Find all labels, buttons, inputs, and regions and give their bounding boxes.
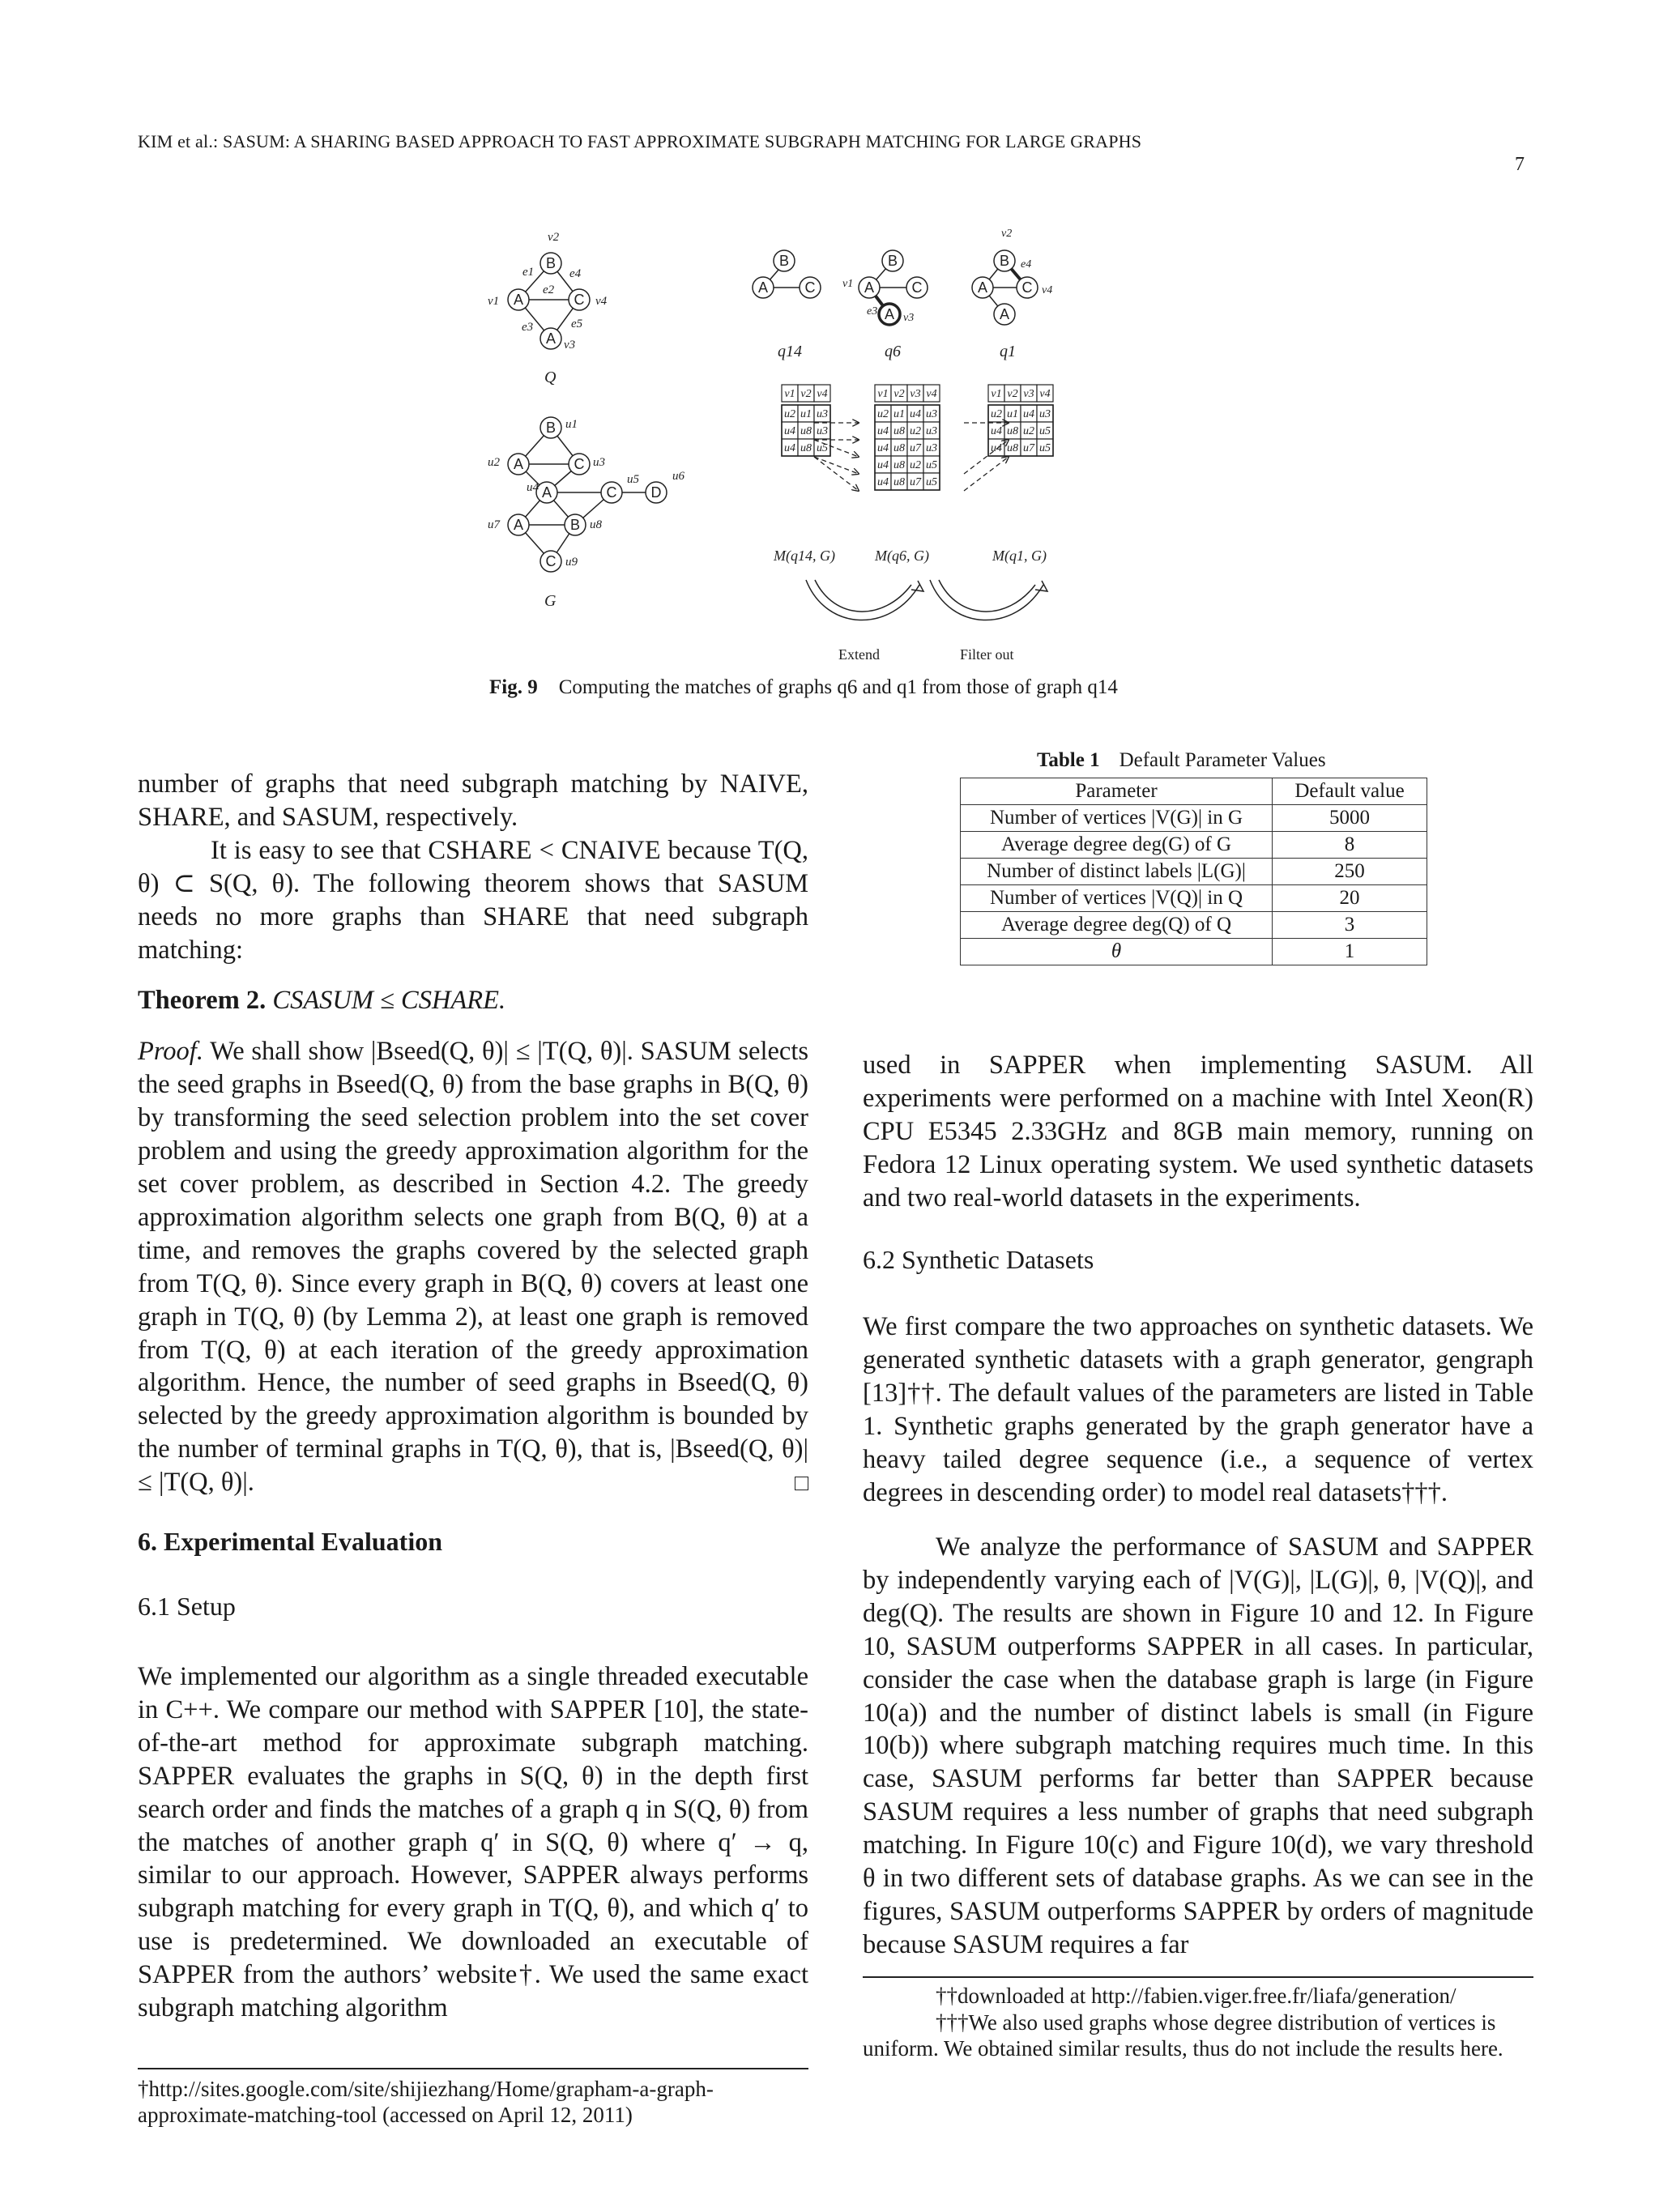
match-table-cell-text: u3 <box>817 425 828 437</box>
match-table-cell-text: u4 <box>877 459 889 471</box>
svg-text:v2: v2 <box>1001 228 1013 240</box>
svg-text:A: A <box>513 456 524 472</box>
svg-text:B: B <box>545 420 557 436</box>
svg-text:C: C <box>804 279 816 296</box>
match-table-cell-text: u8 <box>800 442 812 454</box>
match-table-cell-text: v4 <box>1039 388 1051 400</box>
match-table-cell-text: u2 <box>910 425 921 437</box>
svg-text:u5: u5 <box>627 473 639 486</box>
match-table-cell-text: u7 <box>1023 442 1034 454</box>
right-p1: used in SAPPER when implementing SASUM. All experiments were performed on a machine with Intel Xeon(R) CPU E5345 2.33GHz and 8GB main memory, running on Fedora 12 Linux operating system. We used synthetic datasets and two real-world datasets in the experiments. <box>863 1051 1533 1213</box>
match-table-cell-text: v1 <box>784 388 795 400</box>
match-table-cell-text: u7 <box>910 476 921 488</box>
match-table-cell-text: u4 <box>991 442 1002 454</box>
svg-text:u4: u4 <box>527 481 539 494</box>
svg-text:u1: u1 <box>565 418 578 431</box>
svg-text:C: C <box>606 484 617 501</box>
svg-text:v3: v3 <box>903 312 915 324</box>
svg-text:D: D <box>650 484 662 501</box>
match-table-cell-text: u5 <box>1039 442 1051 454</box>
match-table-cell-text: v1 <box>877 388 889 400</box>
svg-text:e2: e2 <box>543 283 555 296</box>
table1-caption: Table 1 Default Parameter Values <box>1037 749 1326 771</box>
subgraph-q6-label: q6 <box>885 343 901 360</box>
extend-label: Extend <box>838 646 880 663</box>
right-p3: We analyze the performance of SASUM and SAPPER by independently varying each of |V(G)|, |L(G)|, θ, |V(Q)|, and deg(Q). The results are shown in Figure 10 and 12. In Figure 10, SASUM outperforms SAPPER in all cases. In particular, consider the case when the database graph is large (in Figure 10(a)) and the number of distinct labels is small (in Figure 10(b)) where subgraph matching requires much time. In this case, SASUM performs far better than SAPPER because SASUM requires a less number of graphs that need subgraph matching. In Figure 10(c) and Figure 10(d), we vary threshold θ in two different sets of database graphs. As we can see in the figures, SASUM outperforms SAPPER by orders of magnitude because SASUM requires a far <box>863 1532 1533 1959</box>
match-table-cell-text: v2 <box>893 388 905 400</box>
match-table-cell-text: u4 <box>910 408 921 420</box>
left-p2: It is easy to see that CSHARE < CNAIVE because T(Q, θ) ⊂ S(Q, θ). The following theorem shows that SASUM needs no more graphs than SHARE that need subgraph matching: <box>138 835 808 965</box>
match-table-cell-text: v4 <box>926 388 937 400</box>
match-table-cell-text: v2 <box>800 388 812 400</box>
match-table-cell-text: u8 <box>893 476 905 488</box>
svg-text:B: B <box>569 517 581 533</box>
svg-text:A: A <box>864 279 875 296</box>
match-table-cell-text: u2 <box>910 459 921 471</box>
svg-text:u7: u7 <box>488 518 500 531</box>
section-6-2-heading: 6.2 Synthetic Datasets <box>863 1245 1094 1274</box>
match-table-cell-text: u2 <box>991 408 1002 420</box>
svg-text:e1: e1 <box>522 266 535 279</box>
section-6-1-heading: 6.1 Setup <box>138 1592 236 1621</box>
svg-text:e3: e3 <box>522 321 534 334</box>
match-table-cell-text: u4 <box>784 442 795 454</box>
match-table-cell-text: u3 <box>926 425 937 437</box>
match-table-cell-text: u4 <box>877 442 889 454</box>
svg-text:C: C <box>911 279 923 296</box>
match-table-cell-text: u8 <box>1007 425 1018 437</box>
figure-caption: Fig. 9 Computing the matches of graphs q6 and q1 from those of graph q14 <box>489 676 1118 698</box>
match-table-cell-text: u1 <box>893 408 905 420</box>
svg-text:v2: v2 <box>548 231 560 244</box>
match-table-cell-text: u3 <box>926 408 937 420</box>
match-set-q6: M(q6, G) <box>875 548 929 564</box>
running-header: KIM et al.: SASUM: A SHARING BASED APPROACH TO FAST APPROXIMATE SUBGRAPH MATCHING FOR LARGE GRAPHS <box>138 131 1142 151</box>
match-table-cell-text: u5 <box>1039 425 1051 437</box>
match-table-cell-text: u2 <box>1023 425 1034 437</box>
svg-text:e3: e3 <box>867 305 878 318</box>
q-node-v4: C <box>574 292 585 308</box>
svg-text:e4: e4 <box>569 267 582 280</box>
q-node-v1: A <box>513 292 524 308</box>
match-table-cell-text: u8 <box>893 425 905 437</box>
proof: Proof. We shall show |Bseed(Q, θ)| ≤ |T(Q, θ)|. SASUM selects the seed graphs in Bseed(Q, θ) from the base graphs in B(Q, θ) by transforming the seed selection problem into the set cover problem and using the greedy approximation algorithm for the set cover problem, as described in Section 4.2. The greedy approximation algorithm selects one graph from B(Q, θ) at a time, and removes the graphs covered by the selected graph from T(Q, θ). Since every graph in B(Q, θ) covers at least one graph in T(Q, θ) (by Lemma 2), at least one graph is removed from T(Q, θ) at each iteration of the greedy approximation algorithm. Hence, the number of seed graphs in Bseed(Q, θ) selected by the greedy approximation algorithm is bounded by the number of terminal graphs in T(Q, θ), that is, |Bseed(Q, θ)| ≤ |T(Q, θ)|. <box>138 1037 809 1498</box>
match-table-cell-text: u8 <box>893 459 905 471</box>
svg-text:C: C <box>545 553 557 569</box>
right-footnote-2: †††We also used graphs whose degree distribution of vertices is uniform. We obtained similar results, thus do not include the results here. <box>863 2010 1503 2061</box>
match-table-cell-text: u4 <box>991 425 1002 437</box>
match-table-cell-text: v3 <box>1023 388 1034 400</box>
match-table-cell-text: v1 <box>991 388 1002 400</box>
match-table-cell-text: u5 <box>926 459 937 471</box>
match-table-cell-text: u5 <box>926 476 937 488</box>
match-table-cell-text: u4 <box>877 425 889 437</box>
q-node-v3: A <box>545 330 557 347</box>
filter-out-label: Filter out <box>960 646 1014 663</box>
match-table-cell-text: u4 <box>784 425 795 437</box>
q-node-v2: B <box>545 255 557 271</box>
svg-text:v3: v3 <box>564 339 576 352</box>
svg-text:A: A <box>884 306 895 322</box>
left-column <box>138 768 808 1499</box>
svg-text:u2: u2 <box>488 456 500 469</box>
svg-text:u8: u8 <box>590 518 602 531</box>
svg-text:e4: e4 <box>1021 258 1032 271</box>
match-table-cell-text: u3 <box>817 408 828 420</box>
section-6-heading: 6. Experimental Evaluation <box>138 1527 443 1556</box>
match-table-cell-text: u2 <box>877 408 889 420</box>
svg-text:A: A <box>999 306 1010 322</box>
svg-text:A: A <box>541 484 552 501</box>
table-default-parameters: Parameter Default value Number of vertices |V(G)| in G 5000 Average degree deg(G) of G 8 Number of distinct labels |L(G)| 250 Number of vertices |V(Q)| in Q 20 Average degree deg(Q) of Q 3 θ 1 <box>960 778 1427 965</box>
left-p1: number of graphs that need subgraph matching by NAIVE, SHARE, and SASUM, respectively. <box>138 769 808 832</box>
match-table-cell-text: u8 <box>1007 442 1018 454</box>
match-table-cell-text: u1 <box>800 408 812 420</box>
figure-9 <box>470 219 1199 672</box>
svg-text:B: B <box>999 253 1010 269</box>
match-table-cell-text: u7 <box>910 442 921 454</box>
match-set-q14: M(q14, G) <box>774 548 835 564</box>
match-table-cell-text: u4 <box>877 476 889 488</box>
page-number: 7 <box>1515 154 1525 175</box>
svg-text:C: C <box>1021 279 1033 296</box>
svg-text:v4: v4 <box>1042 284 1053 296</box>
match-table-cell-text: u2 <box>784 408 795 420</box>
match-table-cell-text: u3 <box>926 442 937 454</box>
svg-text:A: A <box>757 279 769 296</box>
left-p3: We implemented our algorithm as a single threaded executable in C++. We compare our method with SAPPER [10], the state-of-the-art method for approximate subgraph matching. SAPPER evaluates the graphs in S(Q, θ) in the depth first search order and finds the matches of a graph q in S(Q, θ) from the matches of another graph q′ in S(Q, θ) where q′ → q, similar to our approach. However, SAPPER always performs subgraph matching for every graph in T(Q, θ), and which q′ to use is predetermined. We downloaded an executable of SAPPER from the authors’ website†. We used the same exact subgraph matching algorithm <box>138 1662 808 2023</box>
theorem-2: Theorem 2. CSASUM ≤ CSHARE. <box>138 986 506 1016</box>
left-footnote: †http://sites.google.com/site/shijiezhang/Home/grapham-a-graph-approximate-matching-tool (accessed on April 12, 2011) <box>138 2077 714 2127</box>
svg-text:B: B <box>778 253 790 269</box>
match-table-cell-text: v3 <box>910 388 921 400</box>
subgraph-q14-label: q14 <box>778 343 802 360</box>
match-table-cell-text: u8 <box>893 442 905 454</box>
qed-box <box>795 1477 808 1490</box>
data-graph-label: G <box>544 592 557 610</box>
match-table-cell-text: v2 <box>1007 388 1018 400</box>
svg-text:A: A <box>513 517 524 533</box>
svg-text:v1: v1 <box>842 278 854 290</box>
svg-text:A: A <box>977 279 988 296</box>
match-table-cell-text: u3 <box>1039 408 1051 420</box>
svg-text:C: C <box>574 456 585 472</box>
svg-text:u9: u9 <box>565 556 578 569</box>
svg-text:u3: u3 <box>593 456 605 469</box>
match-table-cell-text: u1 <box>1007 408 1018 420</box>
match-table-cell-text: u5 <box>817 442 828 454</box>
subgraph-q1-label: q1 <box>1000 343 1016 360</box>
match-table-cell-text: u4 <box>1023 408 1034 420</box>
svg-text:u6: u6 <box>672 470 684 483</box>
match-set-q1: M(q1, G) <box>992 548 1047 564</box>
query-graph-label: Q <box>544 369 557 386</box>
match-table-cell-text: u8 <box>800 425 812 437</box>
svg-text:v1: v1 <box>488 295 500 308</box>
svg-text:B: B <box>887 253 898 269</box>
right-p2: We first compare the two approaches on synthetic datasets. We generated synthetic datasets with a graph generator, gengraph [13]††. The default values of the parameters are listed in Table 1. Synthetic graphs generated by the graph generator have a heavy tailed degree sequence (i.e., a sequence of vertex degrees in descending order) to model real datasets†††. <box>863 1312 1533 1507</box>
right-footnote-1: ††downloaded at http://fabien.viger.free.fr/liafa/generation/ <box>936 1984 1456 2008</box>
svg-text:v4: v4 <box>595 295 608 308</box>
svg-text:e5: e5 <box>571 318 583 330</box>
match-table-cell-text: v4 <box>817 388 828 400</box>
